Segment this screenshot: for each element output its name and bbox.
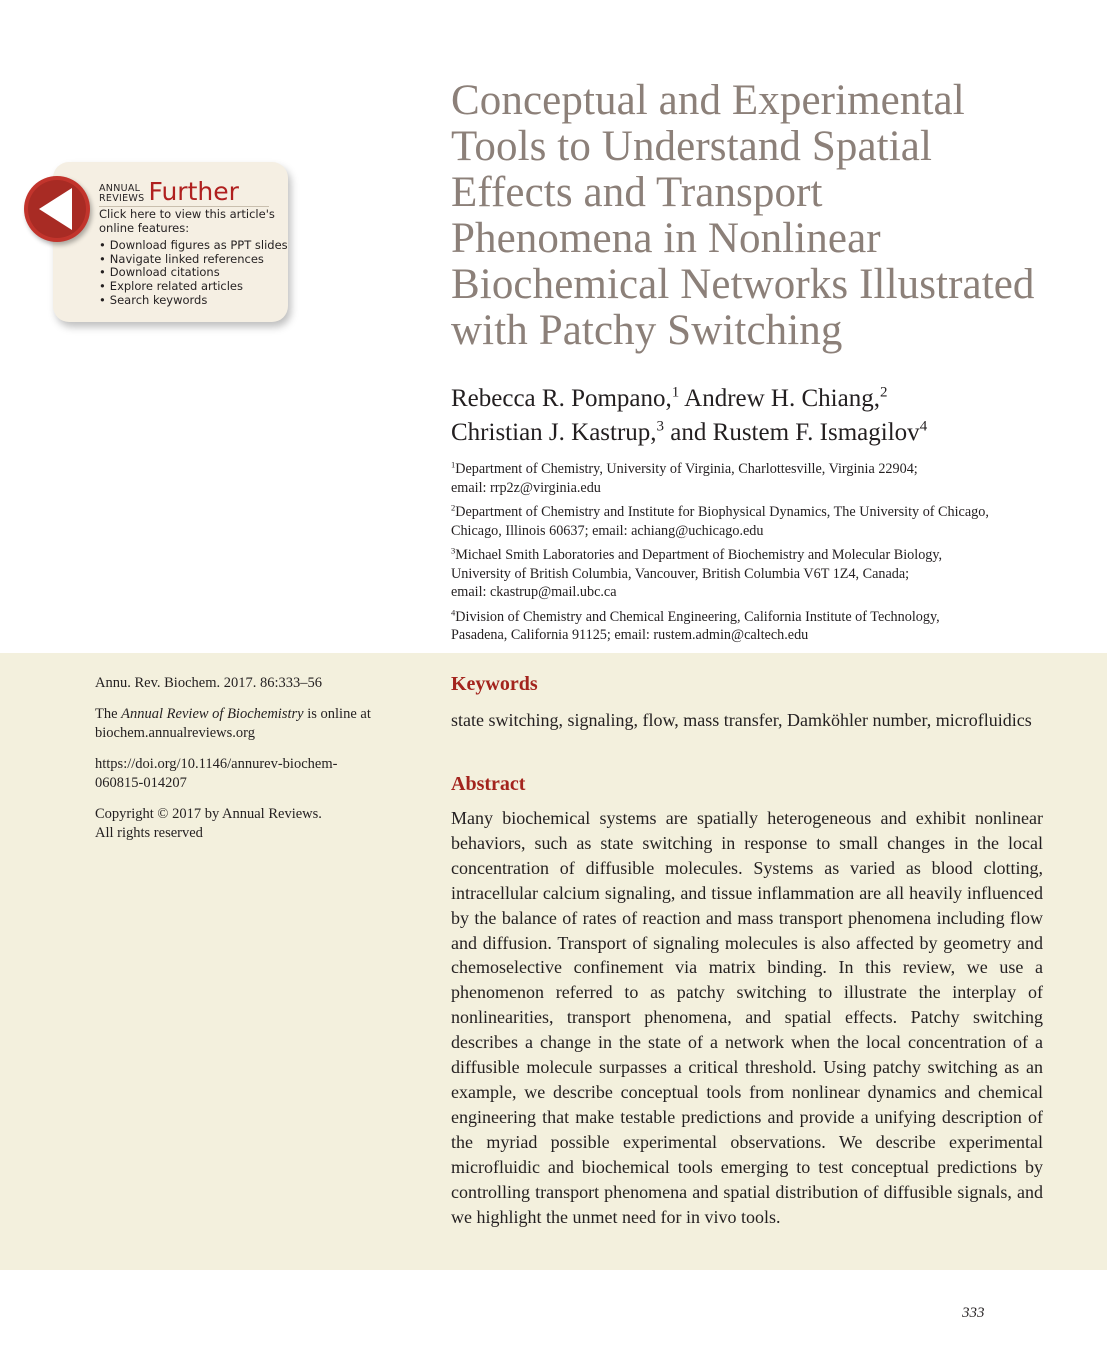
title-line: Phenomena in Nonlinear xyxy=(451,215,881,262)
feature-item-linked-references[interactable]: • Navigate linked references xyxy=(99,253,288,267)
title-line: with Patchy Switching xyxy=(451,307,843,354)
journal-name: Annual Review of Biochemistry xyxy=(121,705,304,722)
feature-item-download-citations[interactable]: • Download citations xyxy=(99,266,288,280)
author-affil-mark: 3 xyxy=(656,418,665,435)
author-name: Christian J. Kastrup, xyxy=(451,419,657,446)
feature-item-download-figures[interactable]: • Download figures as PPT slides xyxy=(99,239,288,253)
affil-mark: 4 xyxy=(451,606,456,617)
doi-link[interactable]: https://doi.org/10.1146/annurev-biochem- 060815-014207 xyxy=(95,755,338,791)
feature-item-related-articles[interactable]: • Explore related articles xyxy=(99,280,288,294)
author-name: Andrew H. Chiang, xyxy=(679,385,880,412)
affil-line: Department of Chemistry and Institute for Biophysical Dynamics, The University of Chicago, xyxy=(455,504,989,520)
keywords-heading: Keywords xyxy=(451,673,538,695)
author-affil-mark: 4 xyxy=(919,418,928,435)
author-list xyxy=(451,382,1071,450)
copyright: Copyright © 2017 by Annual Reviews. All rights reserved xyxy=(95,805,322,841)
journal-url-link[interactable]: biochem.annualreviews.org xyxy=(95,725,255,741)
left-triangle-icon xyxy=(39,188,72,230)
author-name: and Rustem F. Ismagilov xyxy=(664,419,920,446)
affil-line: Department of Chemistry, University of Virginia, Charlottesville, Virginia 22904; xyxy=(455,461,918,477)
abstract-text: Many biochemical systems are spatially heterogeneous and exhibit nonlinear behaviors, such as state switching in response to small changes in the local concentration of diffusible molecules. Systems as varied as blood clotting, intracellular calcium signaling, and tissue inflammation are all heavily influenced by the balance of rates of reaction and mass transport phenomena including flow and diffusion. Transport of signaling molecules is also affected by geometry and chemoselective confinement via matrix binding. In this review, we use a phenomenon referred to as patchy switching to illustrate the interplay of nonlinearities, transport phenomena, and spatial effects. Patchy switching describes a change in the state of a network when the local concentration of a diffusible molecule surpasses a critical threshold. Using patchy switching as an example, we describe conceptual tools from nonlinear dynamics and chemical engineering that make testable predictions and provide a unifying description of the myriad possible experimental observations. We describe experimental microfluidic and biochemical tools emerging to test conceptual predictions by controlling transport phenomena and spatial distribution of diffusible signals, and we highlight the unmet need for in vivo tools. xyxy=(451,808,1043,1227)
affil-mark: 2 xyxy=(451,502,456,513)
affil-line: Chicago, Illinois 60637; email: achiang@uchicago.edu xyxy=(451,522,764,539)
affil-mark: 3 xyxy=(451,545,456,556)
affil-line: Division of Chemistry and Chemical Engineering, California Institute of Technology, xyxy=(455,608,940,625)
affil-line: University of British Columbia, Vancouver, British Columbia V6T 1Z4, Canada; xyxy=(451,565,910,582)
further-description: Click here to view this article's online features: xyxy=(99,207,275,235)
further-heading xyxy=(99,177,239,206)
online-note: The Annual Review of Biochemistry is online at biochem.annualreviews.org xyxy=(95,705,395,744)
further-features-list xyxy=(99,239,288,308)
affiliation xyxy=(451,608,1071,645)
back-arrow-icon[interactable] xyxy=(24,176,90,242)
citation: Annu. Rev. Biochem. 2017. 86:333–56 xyxy=(95,675,323,691)
affiliation xyxy=(451,460,1071,497)
annual-reviews-logo: ANNUAL REVIEWS xyxy=(99,183,145,204)
click-here-link[interactable]: Click here xyxy=(99,207,156,221)
author-line xyxy=(451,416,1071,450)
article-title xyxy=(451,78,1091,354)
citation-info xyxy=(95,674,395,855)
author-affil-mark: 1 xyxy=(671,384,680,401)
author-affil-mark: 2 xyxy=(879,384,888,401)
further-features-box[interactable] xyxy=(53,162,288,322)
author-name: Rebecca R. Pompano, xyxy=(451,385,672,412)
affil-line: email: rrp2z@virginia.edu xyxy=(451,479,601,496)
author-line xyxy=(451,382,1071,416)
page-number: 333 xyxy=(962,1305,985,1321)
keywords-text: state switching, signaling, flow, mass transfer, Damköhler number, microfluidics xyxy=(451,710,1032,730)
title-line: Conceptual and Experimental xyxy=(451,77,965,124)
affil-line: email: ckastrup@mail.ubc.ca xyxy=(451,584,617,600)
affiliation xyxy=(451,503,1071,540)
affiliation xyxy=(451,546,1071,602)
affiliations xyxy=(451,460,1071,651)
title-line: Biochemical Networks Illustrated xyxy=(451,261,1035,308)
title-line: Tools to Understand Spatial xyxy=(451,123,932,170)
further-title: Further xyxy=(148,177,239,206)
affil-line: Michael Smith Laboratories and Department of Biochemistry and Molecular Biology, xyxy=(455,547,943,563)
affil-line: Pasadena, California 91125; email: rustem.admin@caltech.edu xyxy=(451,627,809,643)
title-line: Effects and Transport xyxy=(451,169,823,216)
abstract-heading: Abstract xyxy=(451,773,526,795)
affil-mark: 1 xyxy=(451,459,456,470)
feature-item-search-keywords[interactable]: • Search keywords xyxy=(99,294,288,308)
